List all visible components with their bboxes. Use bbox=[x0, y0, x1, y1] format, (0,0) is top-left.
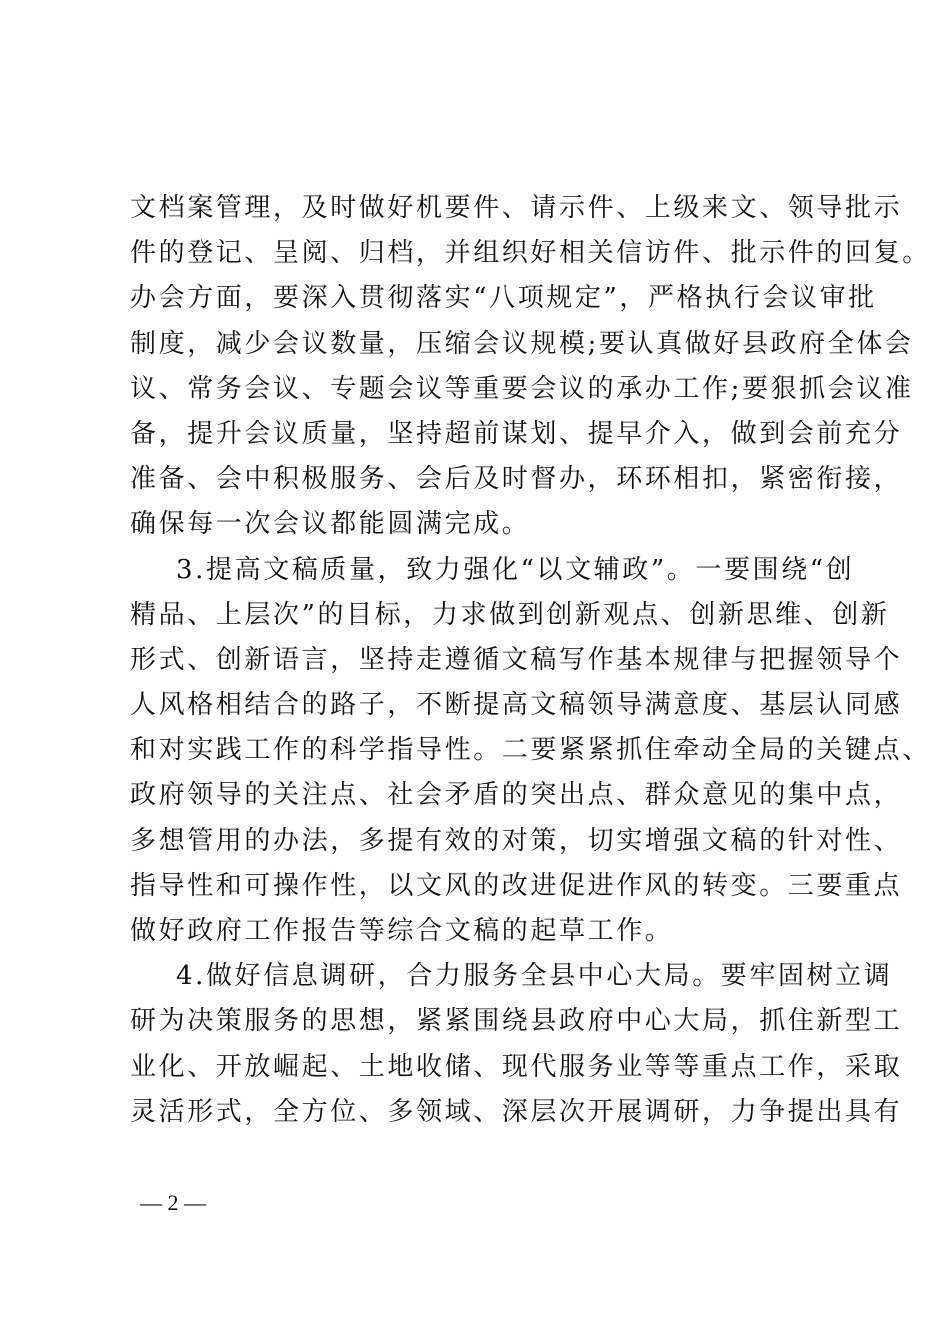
paragraph-4-first-line: 4.做好信息调研，合力服务全县中心大局。要牢固树立调 bbox=[176, 961, 893, 992]
text-line: 确保每一次会议都能圆满完成。 bbox=[130, 509, 531, 540]
text-line: 多想管用的办法，多提有效的对策，切实增强文稿的针对性、 bbox=[130, 825, 903, 856]
text-line: 文档案管理，及时做好机要件、请示件、上级来文、领导批示 bbox=[130, 193, 903, 223]
text-line: 形式、创新语言，坚持走遵循文稿写作基本规律与把握领导个 bbox=[130, 644, 903, 675]
text-line: 和对实践工作的科学指导性。二要紧紧抓住牵动全局的关键点、 bbox=[130, 735, 931, 766]
text-line: 研为决策服务的思想，紧紧围绕县政府中心大局，抓住新型工 bbox=[130, 1006, 903, 1037]
body-text bbox=[130, 186, 931, 1135]
text-line: 件的登记、呈阅、归档，并组织好相关信访件、批示件的回复。 bbox=[130, 238, 931, 269]
text-line: 议、常务会议、专题会议等重要会议的承办工作;要狠抓会议准 bbox=[130, 373, 914, 404]
text-line: 灵活形式，全方位、多领域、深层次开展调研，力争提出具有 bbox=[130, 1096, 903, 1127]
text-line: 政府领导的关注点、社会矛盾的突出点、群众意见的集中点， bbox=[130, 780, 903, 811]
paragraph-3-first-line: 3.提高文稿质量，致力强化“以文辅政”。一要围绕“创 bbox=[176, 554, 855, 585]
text-line: 指导性和可操作性，以文风的改进促进作风的转变。三要重点 bbox=[130, 870, 903, 901]
text-line: 备，提升会议质量，坚持超前谋划、提早介入，做到会前充分 bbox=[130, 418, 903, 449]
page-number: — 2 — bbox=[140, 1190, 206, 1215]
text-line: 制度，减少会议数量，压缩会议规模;要认真做好县政府全体会 bbox=[130, 328, 914, 359]
text-line: 精品、上层次”的目标，力求做到创新观点、创新思维、创新 bbox=[130, 599, 890, 630]
text-line: 人风格相结合的路子，不断提高文稿领导满意度、基层认同感 bbox=[130, 690, 903, 721]
text-line: 做好政府工作报告等综合文稿的起草工作。 bbox=[130, 916, 674, 946]
text-line: 办会方面，要深入贯彻落实“八项规定”，严格执行会议审批 bbox=[130, 283, 877, 314]
text-line: 业化、开放崛起、土地收储、现代服务业等等重点工作，采取 bbox=[130, 1051, 903, 1082]
text-line: 准备、会中积极服务、会后及时督办，环环相扣，紧密衔接， bbox=[130, 464, 903, 495]
